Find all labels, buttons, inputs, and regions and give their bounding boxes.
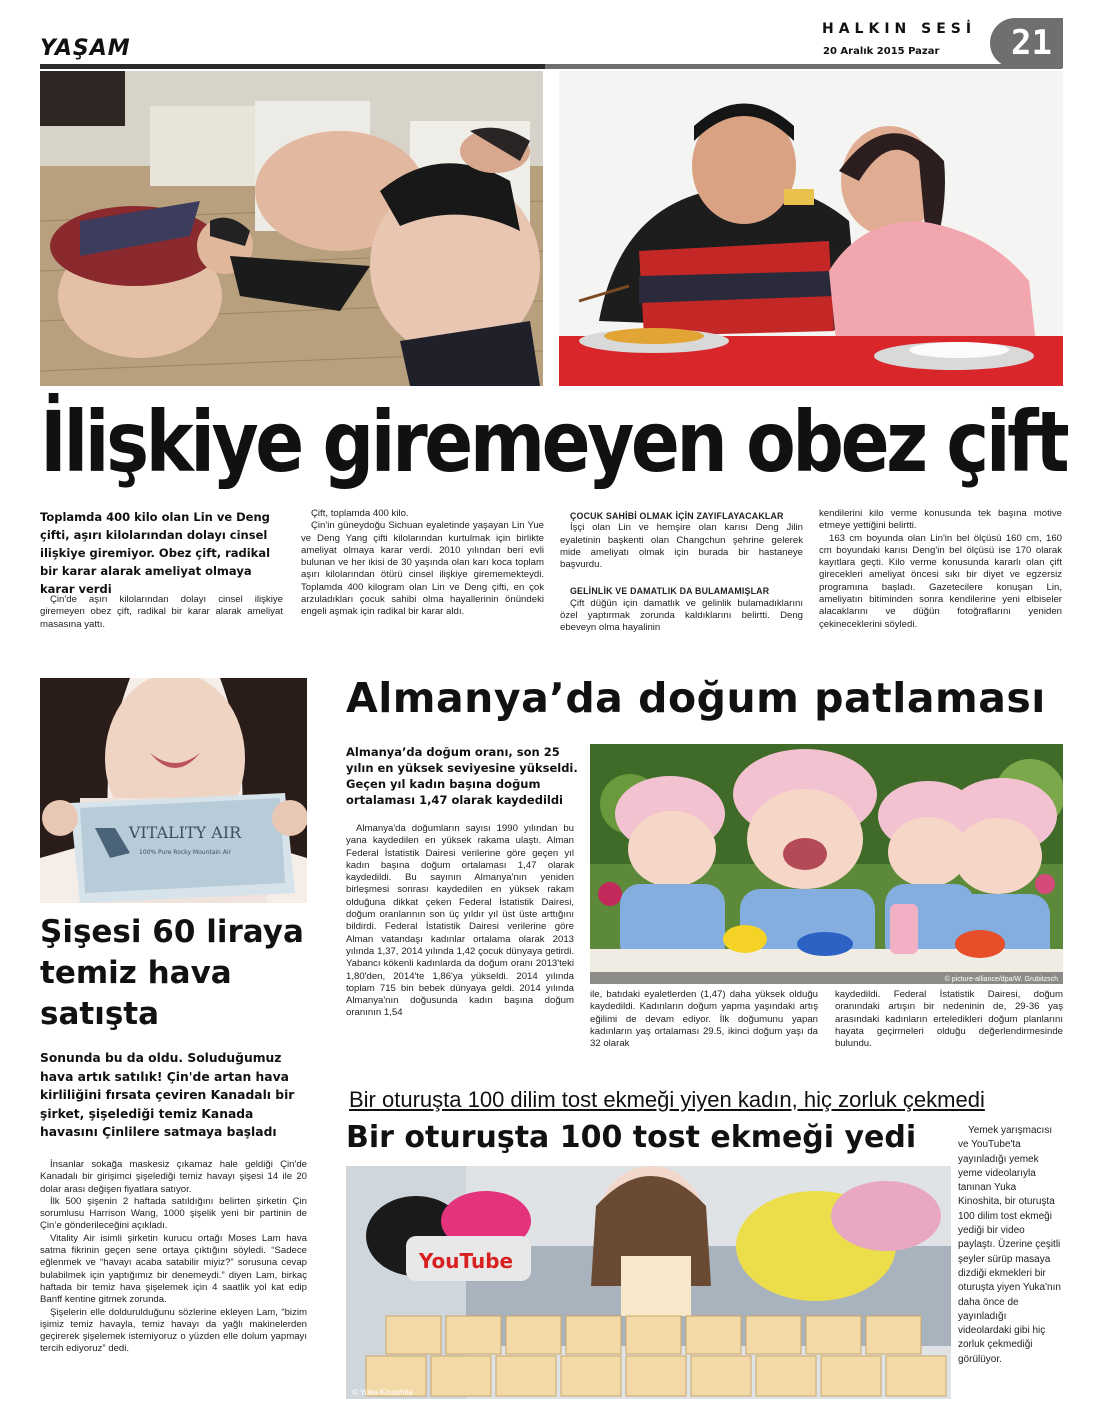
- article2-col3: [835, 989, 1063, 1050]
- toast-photo-credit: © Yuka Kinoshita: [352, 1388, 413, 1397]
- article1-col2-p2: Çin'in güneydoğu Sichuan eyaletinde yaşayan Lin Yue ve Deng Yang çifti kilolarından kurtulmak için birlikte ameliyat olmaya karar verdi. 2010 yılından beri evli bulunan ve her ikisi de 30 yaşında olan karı koca toplam aşırı kilolarından ötürü cinsel ilişkiye girememekteydi. Toplamda 400 kilogram olan Lin ve Deng çifti, en çok arzuladıkları çocuk sahibi olma hayallerinin önündeki engeli aşmak için radikal bir karar aldı.: [301, 520, 544, 618]
- section-label: YAŞAM: [40, 36, 131, 61]
- bottle-brand-label: VITALITY AIR: [128, 823, 242, 842]
- couple-eating-photo: [559, 71, 1063, 386]
- lede-bottled-air: Sonunda bu da oldu. Soluduğumuz hava artık satılık! Çin'de artan hava kirliliğini fırsata çeviren Kanadalı bir şirket, şişelediği temiz Kanada havasını Çinlilere satmaya başladı: [40, 1051, 295, 1139]
- article2-col3-p1: kaydedildi. Federal İstatistik Dairesi, doğum oranındaki artışın bir nedeninin de, 29-36 yaş arasındaki kadınların erteledikleri doğum planlarını hayata geçirmeleri olduğu değerlendirmesinde bulundu.: [835, 989, 1063, 1050]
- pillow-youtube-text: YouTube: [418, 1249, 514, 1273]
- article1-col3-p2: Çift düğün için damatlık ve gelinlik bulamadıklarını özel yaptırmak zorunda kaldıklarını belirtti. Deng ebeveyn olma hayalinin: [560, 597, 803, 634]
- article1-col1-p1: Çin'de aşırı kilolarından dolayı cinsel ilişkiye giremeyen obez çift, radikal bir karar alarak ameliyat masasına yattı.: [40, 594, 283, 630]
- article3-p2: İlk 500 şişenin 2 haftada satıldığını belirten şirketin Çin sorumlusu Harrison Wang, 1000 şişelik yeni bir partinin de Çin’e gönderileceğini açıkladı.: [40, 1195, 307, 1232]
- subhead-child: ÇOCUK SAHİBİ OLMAK İÇİN ZAYIFLAYACAKLAR: [570, 511, 784, 521]
- article1-col4: [819, 508, 1062, 631]
- article1-col2-p1: Çift, toplamda 400 kilo.: [311, 508, 409, 519]
- toast-photo: [346, 1166, 951, 1399]
- article2-col2: [590, 989, 818, 1050]
- couple-lying-photo: [40, 71, 543, 386]
- article3-p3: Vitality Air isimli şirketin kurucu ortağı Moses Lam hava satma fikrinin geçen sene ortaya çıktığını söyledi. “Sadece eğlenmek ve “havayı acaba satabilir miyiz?” sorusuna cevap bulabilmek için yaptığımız bir denemeydi.” diyen Lam, birkaç haftada bir temiz hava şişelemek için 4 saatlik yol kat edip Banff kentine gitmek zorunda.: [40, 1232, 307, 1306]
- newspaper-name: HALKIN SESİ: [822, 21, 977, 37]
- article1-col4-p1: kendilerini kilo verme konusunda tek başına motive etmeye yettiğini belirtti.: [819, 508, 1062, 532]
- article1-col2: [301, 508, 544, 619]
- article4-p1: Yemek yarışmacısı ve YouTube'ta yayınladığı yemek yeme videolarıyla tanınan Yuka Kinoshita, bir oturuşta 100 dilim tost ekmeği yediği bir video paylaştı. Üzerine çeşitli şeyler sürüp masaya dizdiği ekmekleri bir oturuşta yiyen Yuka'nın daha önce de yayınladığı videolardaki gibi hiç zorluk çekmediği görülüyor.: [958, 1125, 1061, 1365]
- subhead-wedding: GELİNLİK VE DAMATLIK DA BULAMAMIŞLAR: [570, 586, 770, 597]
- headline-obese-couple: İlişkiye giremeyen obez çift: [40, 393, 1067, 491]
- article1-col3: [560, 508, 803, 635]
- headline-bottled-air: Şişesi 60 liraya temiz hava satışta: [40, 914, 304, 1032]
- article2-col2-p1: ile, batıdaki eyaletlerden (1,47) daha yüksek olduğu kaydedildi. Kadınların doğum yapma yaşındaki artış eğilimi de devam ediyor. İlk doğumunu yapan kadınların yaş ortalaması 29.5, ikinci doğum yaşı da 32 olarak: [590, 989, 818, 1050]
- article2-col1-p1: Almanya'da doğumların sayısı 1990 yılından bu yana kaydedilen en yüksek rakama ulaştı. Alman Federal İstatistik Dairesi verilerine göre geçen yıl kadın başına doğum ortalaması 1,47 olarak kaydedildi. Bu sayının Almanya'nın yeniden birleşmesi sonrası kaydedilen en yüksek rakam olduğuna dikkat çeken Federal İstatistik Dairesi, doğum oranlarının son üç yıldır yıl üst üste arttığını bildirdi. Federal İstatistik Dairesi verilerine göre Alman vatandaşı kadınlar ortalama olarak 2013 yılında 1,37, 2014 yılında 1,42 çocuk dünyaya getirdi. Yabancı kökenli kadınlarda da doğum oranı 2013'teki 1,80'den, 2014'te 1,86'ya yükseldi. 2014 yılında toplam 715 bin bebek dünyaya geldi. 2014 yılında Almanya'nın doğusunda kadın başına doğum oranının 1,54: [346, 823, 574, 1019]
- air-bottle-photo: [40, 678, 307, 903]
- article3-body: [40, 1159, 307, 1356]
- article1-col4-p2: 163 cm boyunda olan Lin'in bel ölçüsü 160 cm, 160 cm boyundaki karısı Deng'in bel ölçüsü ise 170 olarak kayıtlara geçti. Kilo verme konusunda kararlı olan çift girecekleri ameliyat öncesi sıkı bir diyet ve egzersiz programına başladı. Gazetecilere konuşan Lin, ameliyatın bitiminden sonra kendilerine yeni elbiseler alacaklarını ve düğün fotoğraflarını yeniden çekineceklerini söyledi.: [819, 532, 1062, 630]
- kicker-toast: Bir oturuşta 100 dilim tost ekmeği yiyen kadın, hiç zorluk çekmedi: [349, 1087, 985, 1112]
- article1-col1: [40, 594, 283, 631]
- top-rule-accent: [40, 64, 545, 69]
- lede-germany-births: Almanya’da doğum oranı, son 25 yılın en yüksek seviyesine yükseldi. Geçen yıl kadın başına doğum ortalaması 1,47 olarak kaydedildi: [346, 745, 578, 807]
- headline-germany-births: Almanya’da doğum patlaması: [346, 674, 1046, 722]
- page-number: 21: [1000, 26, 1063, 60]
- babies-photo-credit: © picture-alliance/dpa/W. Grubitzsch: [944, 976, 1058, 983]
- bottle-sub-label: 100% Pure Rocky Mountain Air: [139, 849, 231, 856]
- babies-photo: [590, 744, 1063, 984]
- article3-p4: Şişelerin elle doldurulduğunu sözlerine ekleyen Lam, “bizim işimiz temiz havayla, temiz havayı da yağlı makinelerden geçirerek şişelemek istemiyoruz o yüzden elle dolum yapmayı tercih ediyoruz” dedi.: [40, 1306, 307, 1355]
- article2-col1: [346, 823, 574, 1020]
- lede-obese-couple: Toplamda 400 kilo olan Lin ve Deng çifti, aşırı kilolarından dolayı cinsel ilişkiye giremiyor. Obez çift, radikal bir karar alarak ameliyat olmaya karar verdi: [40, 510, 271, 596]
- article3-p1: İnsanlar sokağa maskesiz çıkamaz hale geldiği Çin'de Kanadalı bir girişimci şişelediği temiz havayı şişesi 14 ile 20 dolar arası değişen fiyatlara satıyor.: [40, 1159, 307, 1195]
- article1-col3-p1: İşçi olan Lin ve hemşire olan karısı Deng Jilin eyaletinin başkenti olan Changchun şehrine gelerek mide ameliyatı olmak için burada bir hastaneye başvurdu.: [560, 522, 803, 571]
- article4-body: [958, 1124, 1062, 1367]
- issue-date: 20 Aralık 2015 Pazar: [823, 46, 940, 57]
- headline-toast: Bir oturuşta 100 tost ekmeği yedi: [346, 1120, 917, 1155]
